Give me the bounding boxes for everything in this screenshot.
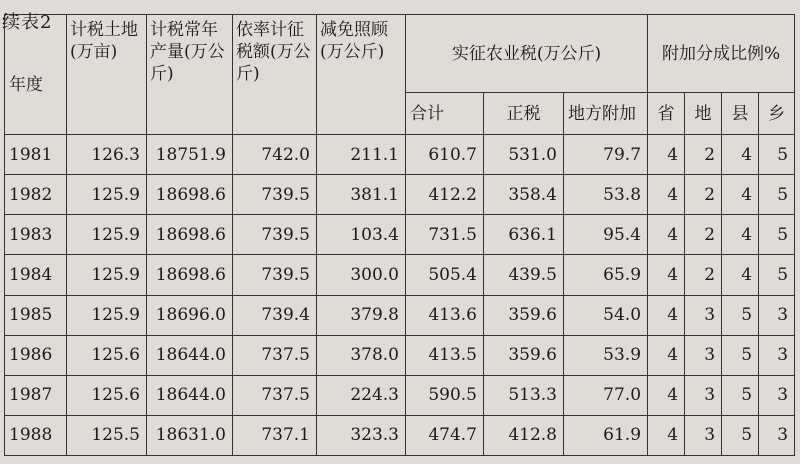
- header-prefecture: 地: [685, 93, 722, 135]
- header-ratio-group: 附加分成比例%: [648, 15, 795, 93]
- ratio-township-cell: 5: [759, 175, 795, 215]
- ratio-prefecture-cell: 2: [685, 135, 722, 175]
- table-row: [5, 375, 795, 415]
- taxable-land-cell: 125.9: [67, 295, 147, 335]
- reduction-cell: 211.1: [317, 135, 406, 175]
- ratio-province-cell: 4: [648, 255, 685, 295]
- table-row: [5, 295, 795, 335]
- year-cell: 1985: [5, 295, 67, 335]
- local-surcharge-cell: 61.9: [564, 415, 648, 455]
- header-year: 年度: [5, 15, 67, 135]
- header-reduction: 减免照顾(万公斤): [317, 15, 406, 135]
- ratio-township-cell: 5: [759, 255, 795, 295]
- tax-amount-cell: 737.5: [233, 375, 317, 415]
- main-tax-cell: 359.6: [484, 295, 564, 335]
- main-tax-cell: 358.4: [484, 175, 564, 215]
- taxable-yield-cell: 18698.6: [147, 255, 233, 295]
- taxable-land-cell: 125.6: [67, 375, 147, 415]
- actual-total-cell: 474.7: [406, 415, 484, 455]
- taxable-yield-cell: 18698.6: [147, 175, 233, 215]
- ratio-prefecture-cell: 2: [685, 215, 722, 255]
- year-cell: 1981: [5, 135, 67, 175]
- tax-amount-cell: 739.5: [233, 175, 317, 215]
- ratio-province-cell: 4: [648, 415, 685, 455]
- ratio-county-cell: 4: [722, 135, 759, 175]
- reduction-cell: 300.0: [317, 255, 406, 295]
- taxable-land-cell: 125.5: [67, 415, 147, 455]
- local-surcharge-cell: 53.8: [564, 175, 648, 215]
- actual-total-cell: 590.5: [406, 375, 484, 415]
- ratio-county-cell: 5: [722, 295, 759, 335]
- ratio-township-cell: 3: [759, 375, 795, 415]
- local-surcharge-cell: 79.7: [564, 135, 648, 175]
- ratio-county-cell: 4: [722, 175, 759, 215]
- agricultural-tax-table: [4, 14, 795, 456]
- taxable-land-cell: 125.9: [67, 255, 147, 295]
- tax-amount-cell: 742.0: [233, 135, 317, 175]
- taxable-yield-cell: 18644.0: [147, 375, 233, 415]
- ratio-county-cell: 5: [722, 375, 759, 415]
- tax-amount-cell: 739.4: [233, 295, 317, 335]
- header-taxable-land: 计税土地(万亩): [67, 15, 147, 135]
- ratio-township-cell: 5: [759, 215, 795, 255]
- table-row: [5, 415, 795, 455]
- local-surcharge-cell: 77.0: [564, 375, 648, 415]
- header-county: 县: [722, 93, 759, 135]
- year-cell: 1988: [5, 415, 67, 455]
- ratio-county-cell: 5: [722, 335, 759, 375]
- main-tax-cell: 636.1: [484, 215, 564, 255]
- taxable-land-cell: 125.6: [67, 335, 147, 375]
- local-surcharge-cell: 54.0: [564, 295, 648, 335]
- table-row: [5, 135, 795, 175]
- header-local-surcharge: 地方附加: [564, 93, 648, 135]
- ratio-county-cell: 5: [722, 415, 759, 455]
- table-caption: 续表2: [2, 12, 53, 33]
- taxable-yield-cell: 18644.0: [147, 335, 233, 375]
- table-row: [5, 175, 795, 215]
- table-row: [5, 335, 795, 375]
- header-township: 乡: [759, 93, 795, 135]
- header-total: 合计: [406, 93, 484, 135]
- reduction-cell: 381.1: [317, 175, 406, 215]
- actual-total-cell: 610.7: [406, 135, 484, 175]
- reduction-cell: 224.3: [317, 375, 406, 415]
- actual-total-cell: 731.5: [406, 215, 484, 255]
- ratio-province-cell: 4: [648, 175, 685, 215]
- header-tax-amount: 依率计征税额(万公斤): [233, 15, 317, 135]
- taxable-yield-cell: 18698.6: [147, 215, 233, 255]
- ratio-prefecture-cell: 3: [685, 375, 722, 415]
- taxable-yield-cell: 18696.0: [147, 295, 233, 335]
- tax-amount-cell: 737.1: [233, 415, 317, 455]
- main-tax-cell: 412.8: [484, 415, 564, 455]
- main-tax-cell: 531.0: [484, 135, 564, 175]
- taxable-yield-cell: 18631.0: [147, 415, 233, 455]
- year-cell: 1984: [5, 255, 67, 295]
- header-actual-tax-group: 实征农业税(万公斤): [406, 15, 648, 93]
- table-row: [5, 215, 795, 255]
- header-taxable-yield: 计税常年产量(万公斤): [147, 15, 233, 135]
- ratio-township-cell: 3: [759, 335, 795, 375]
- actual-total-cell: 412.2: [406, 175, 484, 215]
- taxable-land-cell: 126.3: [67, 135, 147, 175]
- reduction-cell: 323.3: [317, 415, 406, 455]
- actual-total-cell: 413.5: [406, 335, 484, 375]
- taxable-land-cell: 125.9: [67, 215, 147, 255]
- actual-total-cell: 505.4: [406, 255, 484, 295]
- year-cell: 1987: [5, 375, 67, 415]
- reduction-cell: 378.0: [317, 335, 406, 375]
- ratio-prefecture-cell: 3: [685, 295, 722, 335]
- table-body: [5, 135, 795, 456]
- taxable-yield-cell: 18751.9: [147, 135, 233, 175]
- ratio-prefecture-cell: 2: [685, 175, 722, 215]
- ratio-county-cell: 4: [722, 255, 759, 295]
- actual-total-cell: 413.6: [406, 295, 484, 335]
- ratio-province-cell: 4: [648, 335, 685, 375]
- header-main-tax: 正税: [484, 93, 564, 135]
- main-tax-cell: 513.3: [484, 375, 564, 415]
- ratio-prefecture-cell: 3: [685, 415, 722, 455]
- ratio-prefecture-cell: 3: [685, 335, 722, 375]
- tax-amount-cell: 739.5: [233, 215, 317, 255]
- ratio-province-cell: 4: [648, 215, 685, 255]
- ratio-province-cell: 4: [648, 295, 685, 335]
- year-cell: 1982: [5, 175, 67, 215]
- ratio-county-cell: 4: [722, 215, 759, 255]
- ratio-township-cell: 5: [759, 135, 795, 175]
- ratio-prefecture-cell: 2: [685, 255, 722, 295]
- ratio-township-cell: 3: [759, 295, 795, 335]
- main-tax-cell: 439.5: [484, 255, 564, 295]
- table-row: [5, 255, 795, 295]
- local-surcharge-cell: 53.9: [564, 335, 648, 375]
- ratio-township-cell: 3: [759, 415, 795, 455]
- header-province: 省: [648, 93, 685, 135]
- ratio-province-cell: 4: [648, 135, 685, 175]
- taxable-land-cell: 125.9: [67, 175, 147, 215]
- year-cell: 1983: [5, 215, 67, 255]
- year-cell: 1986: [5, 335, 67, 375]
- local-surcharge-cell: 95.4: [564, 215, 648, 255]
- tax-amount-cell: 737.5: [233, 335, 317, 375]
- main-tax-cell: 359.6: [484, 335, 564, 375]
- reduction-cell: 379.8: [317, 295, 406, 335]
- header-row-top: [5, 15, 795, 93]
- tax-amount-cell: 739.5: [233, 255, 317, 295]
- ratio-province-cell: 4: [648, 375, 685, 415]
- local-surcharge-cell: 65.9: [564, 255, 648, 295]
- reduction-cell: 103.4: [317, 215, 406, 255]
